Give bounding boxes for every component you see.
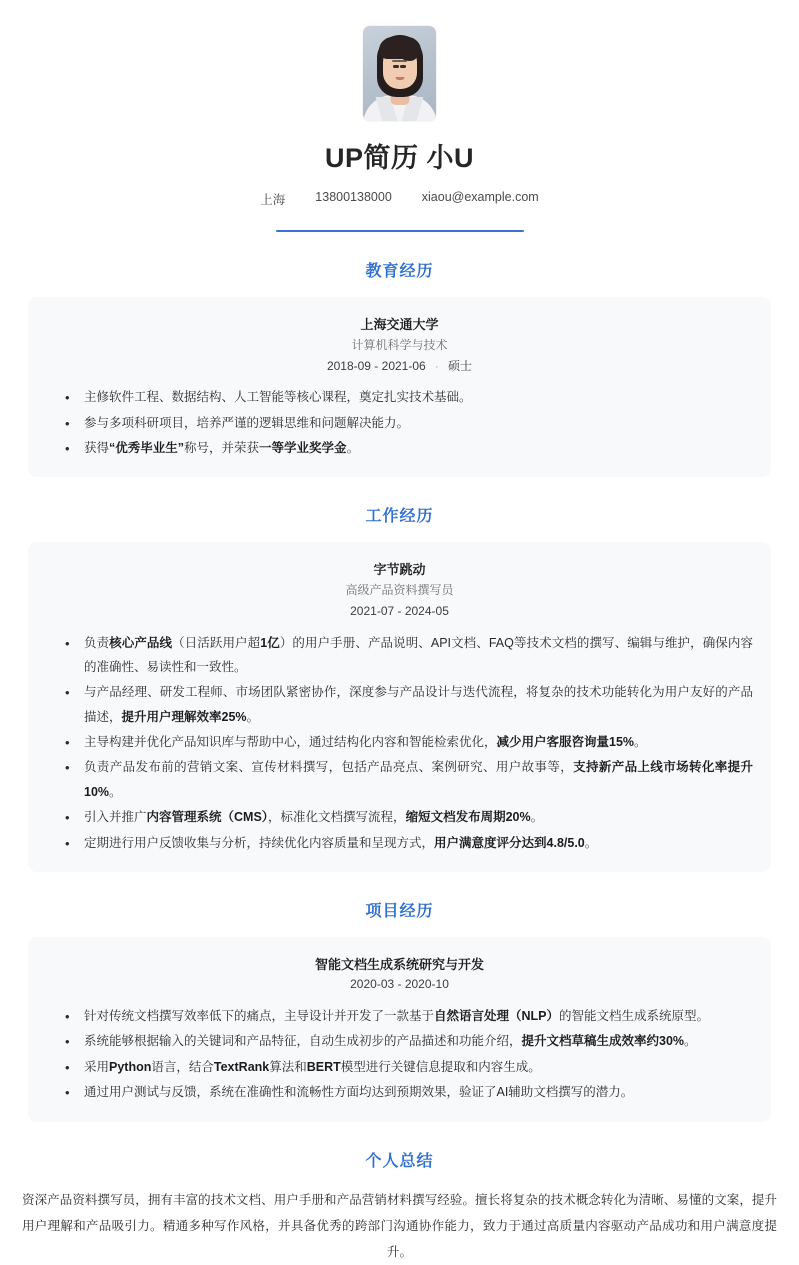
section-title-project: 项目经历 [365, 902, 434, 920]
education-major: 计算机科学与技术 [351, 337, 448, 352]
education-entry-head [46, 315, 753, 377]
work-entry-head [46, 560, 753, 622]
list-item: • 系统能够根据输入的关键词和产品特征，自动生成初步的产品描述和功能介绍，提升文档草稿生成效率约30%。 [46, 1029, 753, 1053]
contact-email: xiaou@example.com [421, 190, 539, 205]
contact-location: 上海 [260, 193, 286, 208]
project-panel [28, 937, 771, 1122]
education-meta [46, 356, 753, 378]
contact-row [0, 190, 799, 208]
list-item: • 参与多项科研项目，培养严谨的逻辑思维和问题解决能力。 [46, 411, 753, 435]
list-item: • 通过用户测试与反馈，系统在准确性和流畅性方面均达到预期效果，验证了AI辅助文档撰写的潜力。 [46, 1080, 753, 1104]
project-entry-head [46, 955, 753, 996]
project-points [46, 1004, 753, 1105]
section-title-education: 教育经历 [365, 263, 434, 281]
list-item: • 负责核心产品线（日活跃用户超1亿）的用户手册、产品说明、API文档、FAQ等技术文档的撰写、编辑与维护，确保内容的准确性、易读性和一致性。 [46, 631, 753, 680]
project-dates: 2020-03 - 2020-10 [350, 977, 449, 992]
section-summary [0, 1148, 799, 1265]
work-points [46, 631, 753, 855]
work-role: 高级产品资料撰写员 [345, 582, 454, 597]
avatar-photo [363, 26, 436, 121]
list-item: • 负责产品发布前的营销文案、宣传材料撰写，包括产品亮点、案例研究、用户故事等，支持新产品上线市场转化率提升10%。 [46, 755, 753, 804]
avatar-eye-right [400, 65, 406, 68]
avatar-wrapper [0, 26, 799, 121]
work-company: 字节跳动 [373, 562, 426, 578]
project-name: 智能文档生成系统研究与开发 [314, 956, 484, 972]
summary-text: 资深产品资料撰写员，拥有丰富的技术文档、用户手册和产品营销材料撰写经验。擅长将复杂的技术概念转化为清晰、易懂的文案，提升用户理解和产品吸引力。精通多种写作风格，并具备优秀的跨部门沟通协作能力，致力于通过高质量内容驱动产品成功和用户满意度提升。 [22, 1192, 777, 1260]
avatar-brow-right [399, 60, 407, 62]
list-item: • 引入并推广内容管理系统（CMS），标准化文档撰写流程，缩短文档发布周期20%。 [46, 805, 753, 829]
list-item: • 主修软件工程、数据结构、人工智能等核心课程，奠定扎实技术基础。 [46, 385, 753, 409]
list-item: • 主导构建并优化产品知识库与帮助中心，通过结构化内容和智能检索优化，减少用户客服咨询量15%。 [46, 730, 753, 754]
section-title-work: 工作经历 [365, 508, 434, 526]
list-item: • 与产品经理、研发工程师、市场团队紧密协作，深度参与产品设计与迭代流程，将复杂的技术功能转化为用户友好的产品描述，提升用户理解效率25%。 [46, 680, 753, 729]
education-panel [28, 297, 771, 477]
contact-phone: 13800138000 [315, 190, 392, 205]
avatar-eye-left [393, 65, 399, 68]
section-project [0, 898, 799, 1122]
education-school: 上海交通大学 [360, 317, 439, 333]
list-item: • 采用Python语言，结合TextRank算法和BERT模型进行关键信息提取和内容生成。 [46, 1055, 753, 1079]
education-degree: 硕士 [448, 358, 473, 373]
work-dates: 2021-07 - 2024-05 [350, 603, 449, 618]
section-education [0, 258, 799, 477]
list-item: • 获得“优秀毕业生”称号，并荣获一等学业奖学金。 [46, 436, 753, 460]
resume-header [0, 0, 799, 232]
section-work [0, 503, 799, 871]
header-divider [276, 230, 524, 232]
list-item: • 针对传统文档撰写效率低下的痛点，主导设计并开发了一款基于自然语言处理（NLP）的智能文档生成系统原型。 [46, 1004, 753, 1028]
education-separator: · [435, 360, 439, 373]
education-points [46, 385, 753, 460]
section-title-summary: 个人总结 [365, 1152, 434, 1170]
education-dates: 2018-09 - 2021-06 [326, 358, 426, 373]
work-panel [28, 542, 771, 871]
list-item: • 定期进行用户反馈收集与分析，持续优化内容质量和呈现方式，用户满意度评分达到4.8/5.0。 [46, 831, 753, 855]
candidate-name: UP简历 小U [324, 143, 474, 173]
avatar-fringe [379, 37, 421, 59]
